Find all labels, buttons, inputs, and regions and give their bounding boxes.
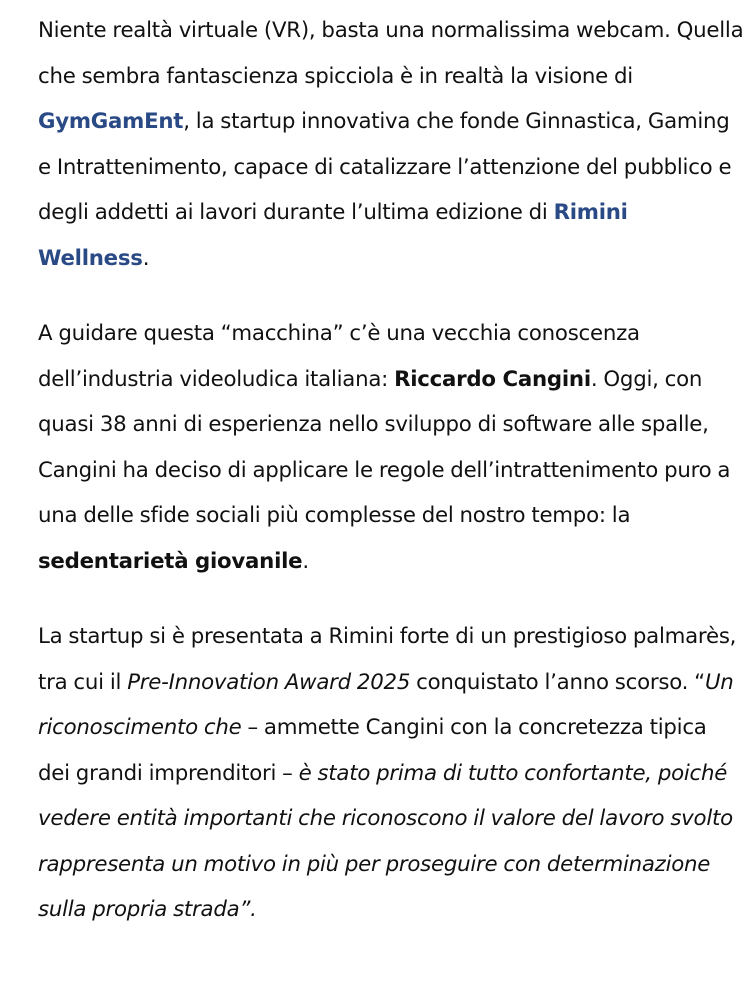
paragraph-text: A guidare questa “macchina” c’è una vecchia conoscenza dell’industria videoludica italiana:: [38, 321, 640, 392]
award-name: Pre-Innovation Award 2025: [127, 669, 411, 695]
paragraph-intro: [38, 8, 744, 281]
paragraph-text: .: [142, 245, 150, 271]
highlight-sedentarieta: sedentarietà giovanile: [38, 548, 303, 574]
paragraph-text: , la startup innovativa che fonde Ginnastica, Gaming e Intrattenimento, capace di catalizzare l’attenzione del pubblico e degli addetti ai lavori durante l’ultima edizione di: [38, 109, 732, 225]
quote-part-1: Un riconoscimento che: [38, 669, 734, 740]
paragraph-text: La startup si è presentata a Rimini forte di un prestigioso palmarès, tra cui il: [38, 624, 737, 695]
paragraph-text: – ammette Cangini con la concretezza tipica dei grandi imprenditori –: [38, 715, 707, 786]
article-body: [38, 8, 744, 933]
paragraph-text: conquistato l’anno scorso. “: [410, 669, 705, 695]
paragraph-text: .: [302, 548, 309, 574]
paragraph-award: [38, 614, 744, 933]
paragraph-text: . Oggi, con quasi 38 anni di esperienza nello sviluppo di software alle spalle, Cangini ha deciso di applicare le regole dell’intrattenimento puro a una delle sfide sociali più complesse del nostro tempo: la: [38, 366, 731, 528]
quote-part-2: è stato prima di tutto confortante, poiché vedere entità importanti che riconoscono il valore del lavoro svolto rappresenta un motivo in più per proseguire con determinazione sulla propria strada”.: [38, 760, 733, 922]
link-rimini-wellness[interactable]: Rimini Wellness: [38, 200, 628, 271]
paragraph-founder: [38, 311, 744, 584]
link-gymgament[interactable]: GymGamEnt: [38, 109, 184, 134]
paragraph-text: Niente realtà virtuale (VR), basta una normalissima webcam. Quella che sembra fantascienza spicciola è in realtà la visione di: [38, 18, 744, 89]
founder-name: Riccardo Cangini: [394, 366, 591, 392]
